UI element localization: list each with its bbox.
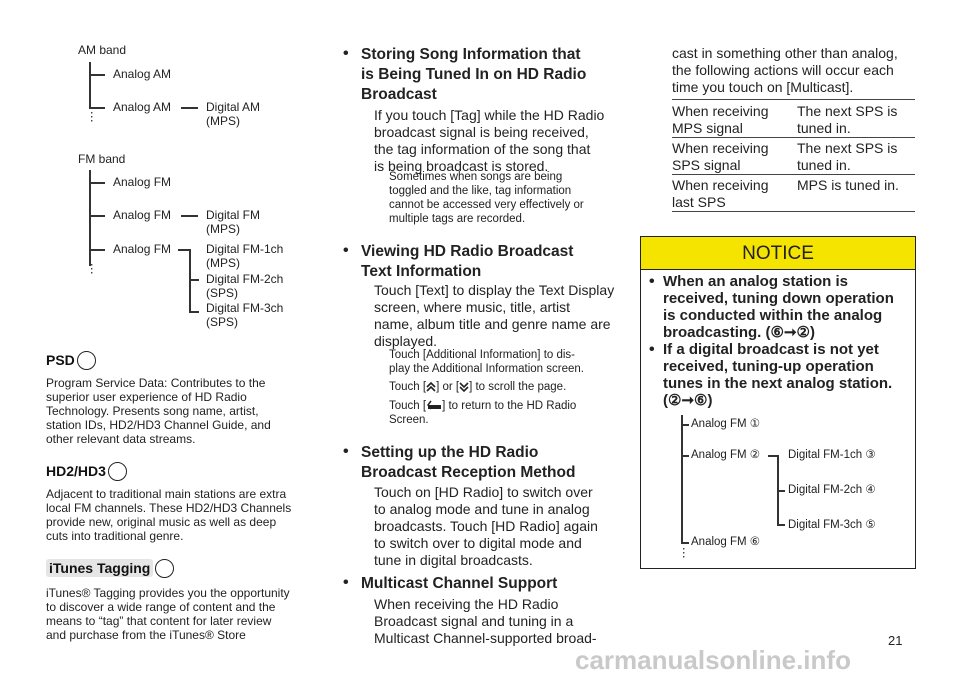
notice-analog-fm-1: Analog FM ①	[691, 418, 761, 430]
am-branch-1	[89, 74, 105, 76]
am-band-label: AM band	[78, 43, 127, 57]
bullet-s3: •	[343, 443, 349, 460]
fm-row3-right2: Digital FM-2ch (SPS)	[206, 272, 284, 300]
multicast-body: When receiving the HD Radio Broadcast signal and tuning in a Multicast Channel-supported broad-	[374, 596, 597, 646]
return-icon	[426, 400, 442, 411]
storing-song-body: If you touch [Tag] while the HD Radio broadcast signal is being received, the tag information of the song that is being broadcast is stored.	[374, 107, 605, 174]
scroll-up-icon	[426, 381, 436, 393]
bullet-s4: •	[343, 574, 349, 591]
notice-branch-digital-2	[777, 490, 785, 492]
itunes-tagging-logo	[46, 557, 174, 579]
notice-bullet-1: •	[649, 273, 655, 290]
note3-part-b: ] to return to the HD Radio Screen.	[389, 400, 577, 426]
fm-branch-3	[89, 249, 105, 251]
table-rule-bottom	[672, 211, 915, 212]
note2-part-b: ] or [	[436, 381, 460, 393]
psd-logo-circle	[77, 351, 96, 370]
notice-bullet-2: •	[649, 341, 655, 358]
notice-box	[640, 236, 916, 569]
psd-logo-text: PSD	[46, 352, 75, 368]
notice-branch-1	[681, 424, 689, 426]
notice-analog-fm-6: Analog FM ⑥	[691, 536, 761, 548]
fm-more-dots: ⋮	[86, 263, 98, 275]
table-row-1-when: When receiving MPS signal	[672, 103, 769, 136]
fm-branch-1	[89, 182, 105, 184]
notice-digital-fm-3ch: Digital FM-3ch ⑤	[788, 519, 876, 531]
fm-digital-link	[181, 215, 198, 217]
table-row-1-action: The next SPS is tuned in.	[797, 103, 898, 136]
heading-multicast-support: Multicast Channel Support	[361, 575, 558, 592]
hd2-hd3-description: Adjacent to traditional main stations are extra local FM channels. These HD2/HD3 Channels provide new, original music as well as deep cuts into traditional genre.	[46, 487, 292, 543]
notice-branch-2	[681, 455, 689, 457]
am-more-dots: ⋮	[86, 111, 98, 123]
table-row-2-when: When receiving SPS signal	[672, 140, 769, 173]
note3-part-a: Touch [	[389, 400, 427, 412]
itunes-text-2: ® Tagging provides you the opportunity to discover a wide range of content and the means to “tag” that content for later review and purchase from the iTunes	[46, 586, 290, 642]
heading-setting-up-reception: Setting up the HD Radio Broadcast Reception Method	[361, 444, 576, 481]
bullet-s2: •	[343, 242, 349, 259]
storing-song-note: Sometimes when songs are being toggled and the like, tag information cannot be accessed very effectively or multiple tags are recorded.	[389, 171, 584, 225]
viewing-text-note-1: Touch [Additional Information] to dis- play the Additional Information screen.	[389, 349, 584, 375]
psd-description: Program Service Data: Contributes to the superior user experience of HD Radio Technology. Presents song name, artist, station IDs, HD2/HD3 Channel Guide, and other relevant data streams.	[46, 376, 271, 446]
am-branch-2	[89, 107, 105, 109]
table-rule-1	[672, 137, 915, 138]
fm-row3-right1: Digital FM-1ch (MPS)	[206, 242, 284, 270]
watermark: carmanualsonline.info	[575, 645, 851, 675]
setting-up-body: Touch on [HD Radio] to switch over to analog mode and tune in analog broadcasts. Touch [HD Radio] again to switch over to digital mode and tune in digital broadcasts.	[374, 484, 598, 568]
page-number: 21	[888, 633, 903, 648]
fm-row2-right: Digital FM (MPS)	[206, 208, 261, 236]
fm-band-label: FM band	[78, 152, 126, 166]
hd2-logo-circle	[108, 462, 127, 481]
notice-digital-fm-1ch: Digital FM-1ch ③	[788, 449, 876, 461]
itunes-logo-circle	[155, 559, 174, 578]
viewing-text-note-2	[389, 380, 629, 394]
heading-viewing-text-info: Viewing HD Radio Broadcast Text Information	[361, 243, 574, 280]
notice-title: NOTICE	[641, 237, 915, 270]
psd-logo	[46, 349, 96, 371]
fm-branch-2	[89, 215, 105, 217]
fm-multicast-line	[189, 249, 191, 312]
fm-multicast-branch-3	[189, 311, 199, 313]
fm-row2-left: Analog FM	[113, 208, 172, 222]
heading-storing-song-info: Storing Song Information that is Being Tuned In on HD Radio Broadcast	[361, 46, 587, 103]
bullet-s1: •	[343, 45, 349, 62]
am-digital-link	[181, 107, 198, 109]
am-tree-line	[89, 62, 91, 108]
itunes-text-3: ® Store	[204, 628, 246, 642]
fm-row1-label: Analog FM	[113, 175, 172, 189]
table-row-2-action: The next SPS is tuned in.	[797, 140, 898, 173]
am-row1-label: Analog AM	[113, 67, 172, 81]
notice-item-1: When an analog station is received, tuning down operation is conducted within the analog broadcasting. (⑥➞②)	[663, 273, 894, 341]
viewing-text-note-3	[389, 399, 629, 427]
table-row-3-when: When receiving last SPS	[672, 177, 769, 210]
notice-branch-6	[681, 542, 689, 544]
note2-part-a: Touch [	[389, 381, 427, 393]
notice-digital-fm-2ch: Digital FM-2ch ④	[788, 484, 876, 496]
table-row-3-action: MPS is tuned in.	[797, 177, 899, 193]
am-row2-right: Digital AM (MPS)	[206, 100, 261, 128]
scroll-down-icon	[459, 381, 469, 393]
note2-part-c: ] to scroll the page.	[469, 381, 567, 393]
notice-analog-fm-2: Analog FM ②	[691, 449, 761, 461]
notice-branch-digital-3	[777, 524, 785, 526]
multicast-intro: cast in something other than analog, the following actions will occur each time you touch on [Multicast].	[672, 45, 898, 95]
notice-item-2: If a digital broadcast is not yet received, tuning-up operation tunes in the next analog station. (②➞⑥)	[663, 341, 893, 409]
viewing-text-body: Touch [Text] to display the Text Display screen, where music, title, artist name, album title and genre name are displayed.	[374, 282, 615, 349]
table-rule-top	[672, 99, 915, 100]
fm-multicast-branch-2	[189, 279, 199, 281]
itunes-description	[46, 586, 336, 642]
notice-more-dots: ⋮	[678, 547, 690, 559]
am-row2-left: Analog AM	[113, 100, 172, 114]
hd2-logo-text: HD2/HD3	[46, 463, 106, 479]
fm-row3-right3: Digital FM-3ch (SPS)	[206, 301, 284, 329]
hd2-hd3-logo	[46, 460, 127, 482]
itunes-text-1: iTunes	[46, 586, 82, 600]
itunes-logo-text: iTunes Tagging	[46, 559, 153, 577]
fm-row3-left: Analog FM	[113, 242, 172, 256]
fm-tree-line	[89, 170, 91, 266]
notice-tree-line	[681, 415, 683, 543]
table-rule-2	[672, 174, 915, 175]
